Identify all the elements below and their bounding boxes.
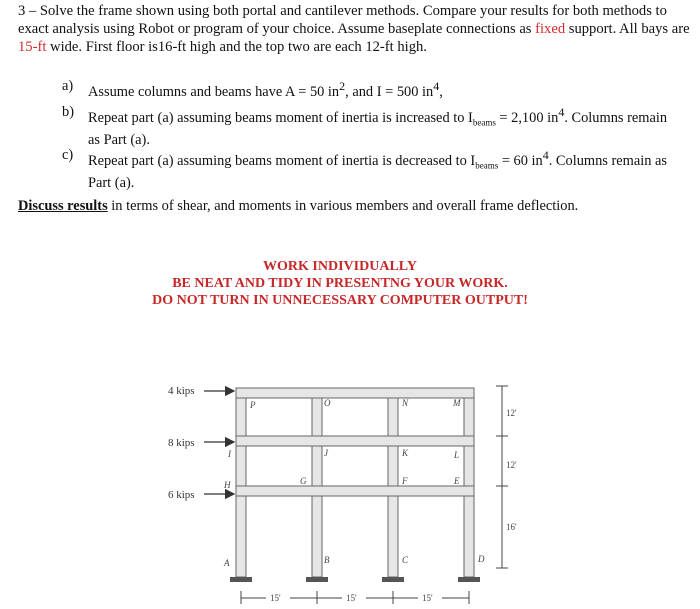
discuss-line: Discuss results in terms of shear, and moments in various members and overall frame deflection. <box>18 198 579 214</box>
fixed-word: fixed <box>535 21 566 37</box>
node-o: O <box>324 398 331 408</box>
beam-roof <box>236 388 474 398</box>
node-l: L <box>454 450 460 460</box>
node-e: E <box>454 476 460 486</box>
node-i: I <box>228 449 231 459</box>
span-2: 15' <box>346 593 357 603</box>
node-c: C <box>402 555 409 565</box>
node-g: G <box>300 476 307 486</box>
support-b <box>306 577 328 582</box>
height-top: 12' <box>506 408 517 418</box>
notice-1: WORK INDIVIDUALLY <box>263 259 417 274</box>
load-label-1: 4 kips <box>168 385 195 397</box>
load-label-3: 6 kips <box>168 489 195 501</box>
span-1: 15' <box>270 593 281 603</box>
node-m: M <box>453 398 461 408</box>
load-label-2: 8 kips <box>168 437 195 449</box>
height-middle: 12' <box>506 460 517 470</box>
notice-3: DO NOT TURN IN UNNECESSARY COMPUTER OUTPUT! <box>152 293 528 308</box>
beam-level-2 <box>236 436 474 446</box>
part-b: b) Repeat part (a) assuming beams moment of inertia is increased to $I_{beams} = 2,100$ $in^4$. Columns remain as Part (a). <box>62 104 668 148</box>
span-3: 15' <box>422 593 433 603</box>
node-p: P <box>250 400 256 410</box>
frame-figure <box>160 372 520 608</box>
node-f: F <box>402 476 408 486</box>
node-b: B <box>324 555 330 565</box>
node-a: A <box>224 558 230 568</box>
discuss-heading: Discuss results <box>18 198 108 214</box>
support-a <box>230 577 252 582</box>
node-j: J <box>324 448 328 458</box>
node-d: D <box>478 554 485 564</box>
node-n: N <box>402 398 409 408</box>
node-k: K <box>402 448 409 458</box>
height-bottom: 16' <box>506 522 517 532</box>
column-2 <box>312 392 322 577</box>
support-d <box>458 577 480 582</box>
node-h: H <box>224 480 231 490</box>
problem-statement: 3 – Solve the frame shown using both portal and cantilever methods. Compare your results for both methods to exact analysis using Robot or program of your choice. Assume baseplate connections as fixed support. All bays are 15-ft wide. First floor is16-ft high and the top two are each 12-ft high. <box>18 3 690 55</box>
notice-2: BE NEAT AND TIDY IN PRESENTNG YOUR WORK. <box>172 276 508 291</box>
support-c <box>382 577 404 582</box>
column-4 <box>464 392 474 577</box>
part-c: c) Repeat part (a) assuming beams moment of inertia is decreased to $I_{beams} = 60$ $in^4$. Columns remain as Part (a). <box>62 147 668 191</box>
column-3 <box>388 392 398 577</box>
bay-width: 15-ft <box>18 39 47 55</box>
column-1 <box>236 392 246 577</box>
part-a: a) Assume columns and beams have A = 50 $in^2$, and I = 500 $in^4$, <box>62 78 443 100</box>
beam-level-1 <box>236 486 474 496</box>
